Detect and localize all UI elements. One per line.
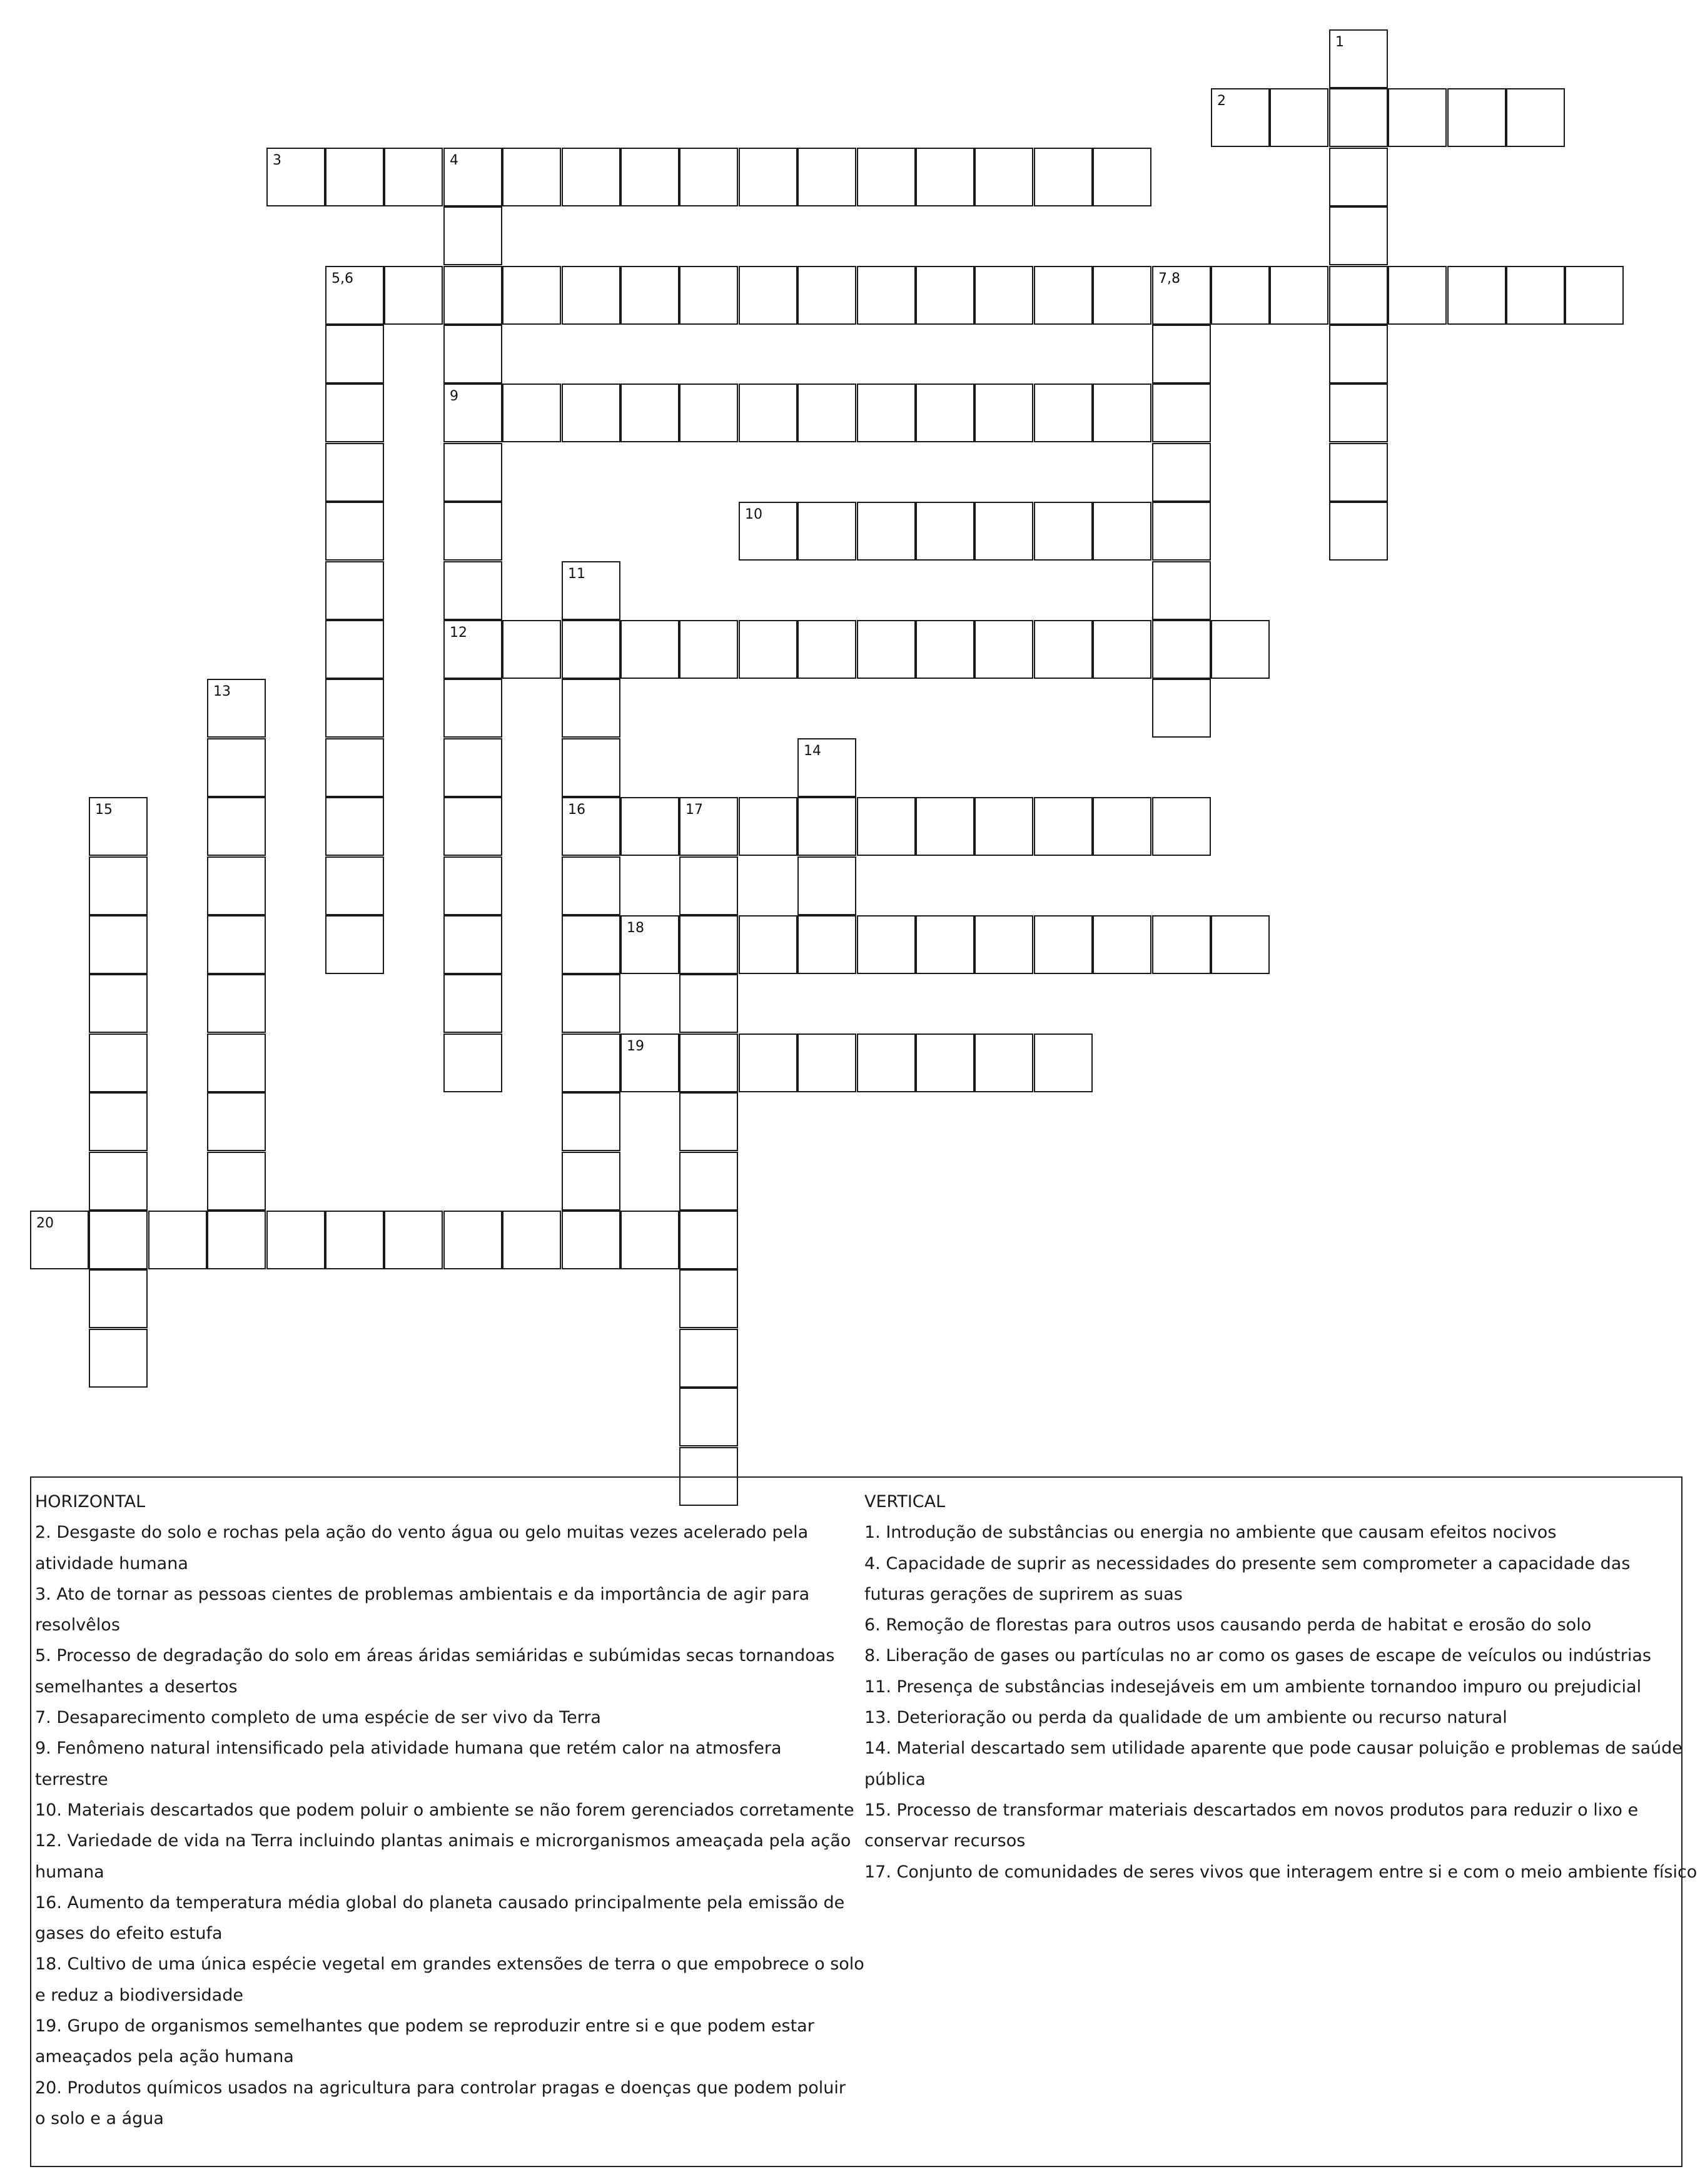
grid-cell[interactable] — [325, 502, 384, 561]
clue-line: 12. Variedade de vida na Terra incluindo plantas animais e microrganismos ameaçada pela ação — [35, 1831, 851, 1851]
grid-cell[interactable] — [562, 266, 620, 325]
grid-cell[interactable] — [1152, 797, 1211, 856]
across-clues — [35, 1486, 864, 2134]
grid-cell[interactable] — [1152, 561, 1211, 620]
grid-cell[interactable] — [207, 856, 266, 915]
grid-cell[interactable] — [797, 266, 856, 325]
grid-cell[interactable] — [1152, 502, 1211, 561]
clue-number: 15 — [95, 802, 113, 818]
grid-cell[interactable] — [207, 738, 266, 797]
grid-cell[interactable] — [974, 266, 1033, 325]
clue-number: 19 — [627, 1039, 644, 1054]
grid-cell[interactable] — [679, 266, 738, 325]
grid-cell[interactable] — [443, 974, 502, 1033]
clue-line: 5. Processo de degradação do solo em áreas áridas semiáridas e subúmidas secas tornandoas — [35, 1646, 835, 1666]
grid-cell[interactable] — [1506, 266, 1565, 325]
grid-cell[interactable] — [857, 266, 916, 325]
grid-cell[interactable] — [1093, 915, 1151, 974]
grid-cell[interactable] — [974, 502, 1033, 561]
grid-cell[interactable] — [443, 561, 502, 620]
grid-cell[interactable] — [502, 266, 561, 325]
grid-cell[interactable] — [916, 502, 974, 561]
clue-line: 17. Conjunto de comunidades de seres vivos que interagem entre si e com o meio ambiente físico — [864, 1862, 1697, 1882]
grid-cell[interactable] — [1270, 266, 1328, 325]
grid-cell[interactable] — [207, 915, 266, 974]
grid-cell[interactable] — [797, 502, 856, 561]
grid-cell[interactable] — [739, 620, 797, 679]
grid-cell[interactable] — [562, 1034, 620, 1092]
clue-line: o solo e a água — [35, 2108, 164, 2128]
grid-cell[interactable] — [443, 679, 502, 738]
clue-line: 8. Liberação de gases ou partículas no ar como os gases de escape de veículos ou indústrias — [864, 1646, 1651, 1666]
clue-number: 14 — [804, 743, 821, 759]
grid-cell[interactable] — [325, 915, 384, 974]
grid-cell[interactable] — [1329, 206, 1388, 265]
down-clues — [864, 1486, 1697, 1887]
grid-cell[interactable] — [1034, 620, 1093, 679]
grid-cell[interactable] — [797, 620, 856, 679]
grid-cell[interactable] — [974, 1034, 1033, 1092]
grid-cell[interactable] — [207, 1092, 266, 1151]
grid-cell[interactable] — [1152, 325, 1211, 383]
grid-cell[interactable] — [620, 797, 679, 856]
clue-line: ameaçados pela ação humana — [35, 2047, 294, 2067]
grid-cell[interactable] — [89, 1211, 148, 1269]
clue-line: 13. Deterioração ou perda da qualidade de um ambiente ou recurso natural — [864, 1708, 1507, 1728]
grid-cell[interactable] — [1329, 266, 1388, 325]
grid-cell[interactable] — [443, 1034, 502, 1092]
clue-number: 4 — [450, 153, 458, 168]
grid-cell[interactable] — [443, 1211, 502, 1269]
grid-cell[interactable] — [502, 148, 561, 206]
grid-cell[interactable] — [89, 1152, 148, 1211]
grid-cell[interactable] — [916, 148, 974, 206]
grid-cell[interactable] — [739, 383, 797, 442]
grid-cell[interactable] — [1329, 383, 1388, 442]
clue-line: pública — [864, 1769, 926, 1789]
grid-cell[interactable] — [325, 148, 384, 206]
grid-cell[interactable] — [916, 1034, 974, 1092]
grid-cell[interactable] — [916, 266, 974, 325]
grid-cell[interactable] — [916, 797, 974, 856]
grid-cell[interactable] — [1211, 266, 1270, 325]
across-heading: HORIZONTAL — [35, 1492, 146, 1511]
grid-cell[interactable] — [679, 1329, 738, 1388]
grid-cell[interactable] — [266, 1211, 325, 1269]
down-heading: VERTICAL — [864, 1492, 946, 1511]
grid-cell[interactable] — [1034, 383, 1093, 442]
grid-cell[interactable] — [1447, 266, 1506, 325]
grid-cell[interactable] — [443, 738, 502, 797]
grid-cell[interactable] — [443, 206, 502, 265]
grid-cell[interactable] — [443, 856, 502, 915]
grid-cell[interactable] — [679, 856, 738, 915]
grid-cell[interactable] — [1093, 383, 1151, 442]
grid-cell[interactable] — [916, 915, 974, 974]
clue-number: 2 — [1217, 93, 1226, 109]
grid-cell[interactable] — [974, 148, 1033, 206]
grid-cell[interactable] — [1329, 88, 1388, 147]
grid-cell[interactable] — [916, 383, 974, 442]
grid-cell[interactable] — [797, 383, 856, 442]
grid-cell[interactable] — [857, 1034, 916, 1092]
clue-number: 9 — [450, 389, 458, 404]
clue-line: resolvêlos — [35, 1615, 120, 1635]
clue-line: 10. Materiais descartados que podem poluir o ambiente se não forem gerenciados corretamente — [35, 1800, 854, 1820]
grid-cell[interactable] — [89, 1034, 148, 1092]
grid-cell[interactable] — [443, 325, 502, 383]
grid-cell[interactable] — [89, 1269, 148, 1328]
grid-cell[interactable] — [325, 679, 384, 738]
grid-cell[interactable] — [679, 915, 738, 974]
clue-line: 2. Desgaste do solo e rochas pela ação do vento água ou gelo muitas vezes acelerado pela — [35, 1523, 809, 1543]
grid-cell[interactable] — [797, 148, 856, 206]
grid-cell[interactable] — [325, 620, 384, 679]
grid-cell[interactable] — [502, 383, 561, 442]
clue-line: 14. Material descartado sem utilidade aparente que pode causar poluição e problemas de saúde — [864, 1739, 1682, 1759]
grid-cell[interactable] — [739, 797, 797, 856]
clue-line: 6. Remoção de florestas para outros usos causando perda de habitat e erosão do solo — [864, 1615, 1592, 1635]
grid-cell[interactable] — [1506, 88, 1565, 147]
grid-cell[interactable] — [1034, 1034, 1093, 1092]
grid-cell[interactable] — [1152, 620, 1211, 679]
grid-cell[interactable] — [502, 620, 561, 679]
clue-line: humana — [35, 1862, 104, 1882]
clue-line: 4. Capacidade de suprir as necessidades do presente sem comprometer a capacidade das — [864, 1553, 1631, 1573]
clue-line: 7. Desaparecimento completo de uma espécie de ser vivo da Terra — [35, 1708, 601, 1728]
grid-cell[interactable] — [739, 1034, 797, 1092]
clue-number: 1 — [1335, 34, 1344, 50]
grid-cell[interactable] — [1034, 915, 1093, 974]
grid-cell[interactable] — [1093, 620, 1151, 679]
grid-cell[interactable] — [562, 679, 620, 738]
grid-cell[interactable] — [1329, 325, 1388, 383]
grid-cell[interactable] — [325, 1211, 384, 1269]
grid-cell[interactable] — [325, 797, 384, 856]
clue-line: 11. Presença de substâncias indesejáveis em um ambiente tornandoo impuro ou prejudicial — [864, 1677, 1642, 1697]
grid-cell[interactable] — [1388, 88, 1447, 147]
grid-cell[interactable] — [679, 383, 738, 442]
clue-number: 5,6 — [331, 271, 353, 287]
grid-cell[interactable] — [679, 1388, 738, 1446]
clue-number: 20 — [36, 1216, 54, 1231]
grid-cell[interactable] — [1093, 502, 1151, 561]
grid-cell[interactable] — [1211, 620, 1270, 679]
grid-cell[interactable] — [1152, 383, 1211, 442]
grid-cell[interactable] — [857, 383, 916, 442]
grid-cell[interactable] — [1211, 915, 1270, 974]
grid-cell[interactable] — [1152, 915, 1211, 974]
grid-cell[interactable] — [797, 1034, 856, 1092]
grid-cell[interactable] — [562, 383, 620, 442]
clue-number: 16 — [568, 802, 585, 818]
grid-cell[interactable] — [562, 974, 620, 1033]
clue-line: 1. Introdução de substâncias ou energia no ambiente que causam efeitos nocivos — [864, 1523, 1557, 1543]
clue-line: e reduz a biodiversidade — [35, 1985, 243, 2005]
grid-cell[interactable] — [325, 856, 384, 915]
grid-cell[interactable] — [325, 383, 384, 442]
grid-cell[interactable] — [1388, 266, 1447, 325]
grid-cell[interactable] — [1034, 266, 1093, 325]
grid-cell[interactable] — [443, 266, 502, 325]
grid-cell[interactable] — [974, 915, 1033, 974]
grid-cell[interactable] — [207, 974, 266, 1033]
grid-cell[interactable] — [443, 797, 502, 856]
grid-cell[interactable] — [443, 443, 502, 502]
grid-cell[interactable] — [679, 620, 738, 679]
grid-cell[interactable] — [679, 1152, 738, 1211]
grid-cell[interactable] — [1447, 88, 1506, 147]
grid-cell[interactable] — [679, 1269, 738, 1328]
grid-cell[interactable] — [1093, 148, 1151, 206]
grid-cell[interactable] — [857, 915, 916, 974]
grid-cell[interactable] — [739, 266, 797, 325]
grid-cell[interactable] — [325, 325, 384, 383]
grid-cell[interactable] — [148, 1211, 207, 1269]
grid-cell[interactable] — [89, 1329, 148, 1388]
grid-cell[interactable] — [916, 620, 974, 679]
grid-cell[interactable] — [443, 502, 502, 561]
grid-cell[interactable] — [1152, 443, 1211, 502]
grid-cell[interactable] — [620, 266, 679, 325]
clue-line: 3. Ato de tornar as pessoas cientes de problemas ambientais e da importância de agir para — [35, 1584, 810, 1604]
grid-cell[interactable] — [974, 797, 1033, 856]
clue-number: 12 — [450, 625, 467, 641]
clue-line: gases do efeito estufa — [35, 1924, 223, 1944]
grid-cell[interactable] — [620, 383, 679, 442]
grid-cell[interactable] — [1565, 266, 1624, 325]
grid-cell[interactable] — [325, 561, 384, 620]
clue-number: 3 — [273, 153, 281, 168]
clue-line: conservar recursos — [864, 1831, 1026, 1851]
clue-line: 20. Produtos químicos usados na agricultura para controlar pragas e doenças que podem poluir — [35, 2078, 846, 2098]
grid-cell[interactable] — [443, 915, 502, 974]
grid-cell[interactable] — [89, 974, 148, 1033]
clues-box — [30, 1476, 1697, 2167]
grid-cell[interactable] — [325, 443, 384, 502]
clue-number: 13 — [213, 684, 231, 699]
grid-cell[interactable] — [1034, 502, 1093, 561]
grid-cell[interactable] — [562, 738, 620, 797]
grid-cell[interactable] — [1152, 679, 1211, 738]
grid-cell[interactable] — [679, 1211, 738, 1269]
clue-number: 7,8 — [1158, 271, 1180, 287]
grid-cell[interactable] — [857, 148, 916, 206]
grid-cell[interactable] — [797, 915, 856, 974]
grid-cell[interactable] — [502, 1211, 561, 1269]
grid-cell[interactable] — [207, 797, 266, 856]
grid-cell[interactable] — [1329, 502, 1388, 561]
clue-line: 9. Fenômeno natural intensificado pela atividade humana que retém calor na atmosfera — [35, 1739, 782, 1759]
grid-cell[interactable] — [89, 856, 148, 915]
clue-line: futuras gerações de suprirem as suas — [864, 1584, 1183, 1604]
grid-cell[interactable] — [384, 148, 443, 206]
grid-cell[interactable] — [797, 797, 856, 856]
grid-cell[interactable] — [207, 1034, 266, 1092]
clue-line: 15. Processo de transformar materiais descartados em novos produtos para reduzir o lixo e — [864, 1800, 1639, 1820]
grid-cell[interactable] — [974, 620, 1033, 679]
grid-cell[interactable] — [620, 620, 679, 679]
grid-cell[interactable] — [384, 1211, 443, 1269]
grid-cell[interactable] — [739, 915, 797, 974]
grid-cell[interactable] — [384, 266, 443, 325]
grid-cell[interactable] — [562, 1092, 620, 1151]
grid-cell[interactable] — [620, 1211, 679, 1269]
grid-cell[interactable] — [325, 738, 384, 797]
clue-line: 16. Aumento da temperatura média global do planeta causado principalmente pela emissão de — [35, 1892, 845, 1912]
grid-cell[interactable] — [1329, 443, 1388, 502]
grid-cell[interactable] — [562, 148, 620, 206]
grid-cell[interactable] — [207, 1211, 266, 1269]
clue-line: atividade humana — [35, 1553, 188, 1573]
clue-number: 11 — [568, 566, 585, 582]
grid-cell[interactable] — [1093, 797, 1151, 856]
grid-cell[interactable] — [1093, 266, 1151, 325]
grid-cell[interactable] — [562, 1211, 620, 1269]
grid-cell[interactable] — [207, 1152, 266, 1211]
clue-line: semelhantes a desertos — [35, 1677, 238, 1697]
grid-cell[interactable] — [562, 620, 620, 679]
grid-cell[interactable] — [562, 856, 620, 915]
grid-cell[interactable] — [1270, 88, 1328, 147]
grid-cell[interactable] — [562, 1152, 620, 1211]
grid-cell[interactable] — [1034, 148, 1093, 206]
clue-number: 17 — [686, 802, 703, 818]
grid-cell[interactable] — [857, 620, 916, 679]
grid-cell[interactable] — [857, 797, 916, 856]
grid-cell[interactable] — [679, 974, 738, 1033]
grid-cell[interactable] — [89, 915, 148, 974]
grid-cell[interactable] — [857, 502, 916, 561]
grid-cell[interactable] — [679, 1034, 738, 1092]
grid-cell[interactable] — [679, 148, 738, 206]
grid-cell[interactable] — [974, 383, 1033, 442]
grid-cell[interactable] — [1034, 797, 1093, 856]
clue-line: 19. Grupo de organismos semelhantes que podem se reproduzir entre si e que podem estar — [35, 2016, 814, 2036]
clue-line: 18. Cultivo de uma única espécie vegetal em grandes extensões de terra o que empobrece o solo — [35, 1954, 864, 1974]
grid-cell[interactable] — [562, 915, 620, 974]
clue-line: terrestre — [35, 1769, 108, 1789]
grid-cell[interactable] — [679, 1092, 738, 1151]
grid-cell[interactable] — [89, 1092, 148, 1151]
grid-cell[interactable] — [1329, 148, 1388, 206]
grid-cell[interactable] — [620, 148, 679, 206]
grid-cell[interactable] — [797, 856, 856, 915]
clue-number: 10 — [745, 507, 762, 522]
clue-number: 18 — [627, 920, 644, 936]
grid-cell[interactable] — [739, 148, 797, 206]
